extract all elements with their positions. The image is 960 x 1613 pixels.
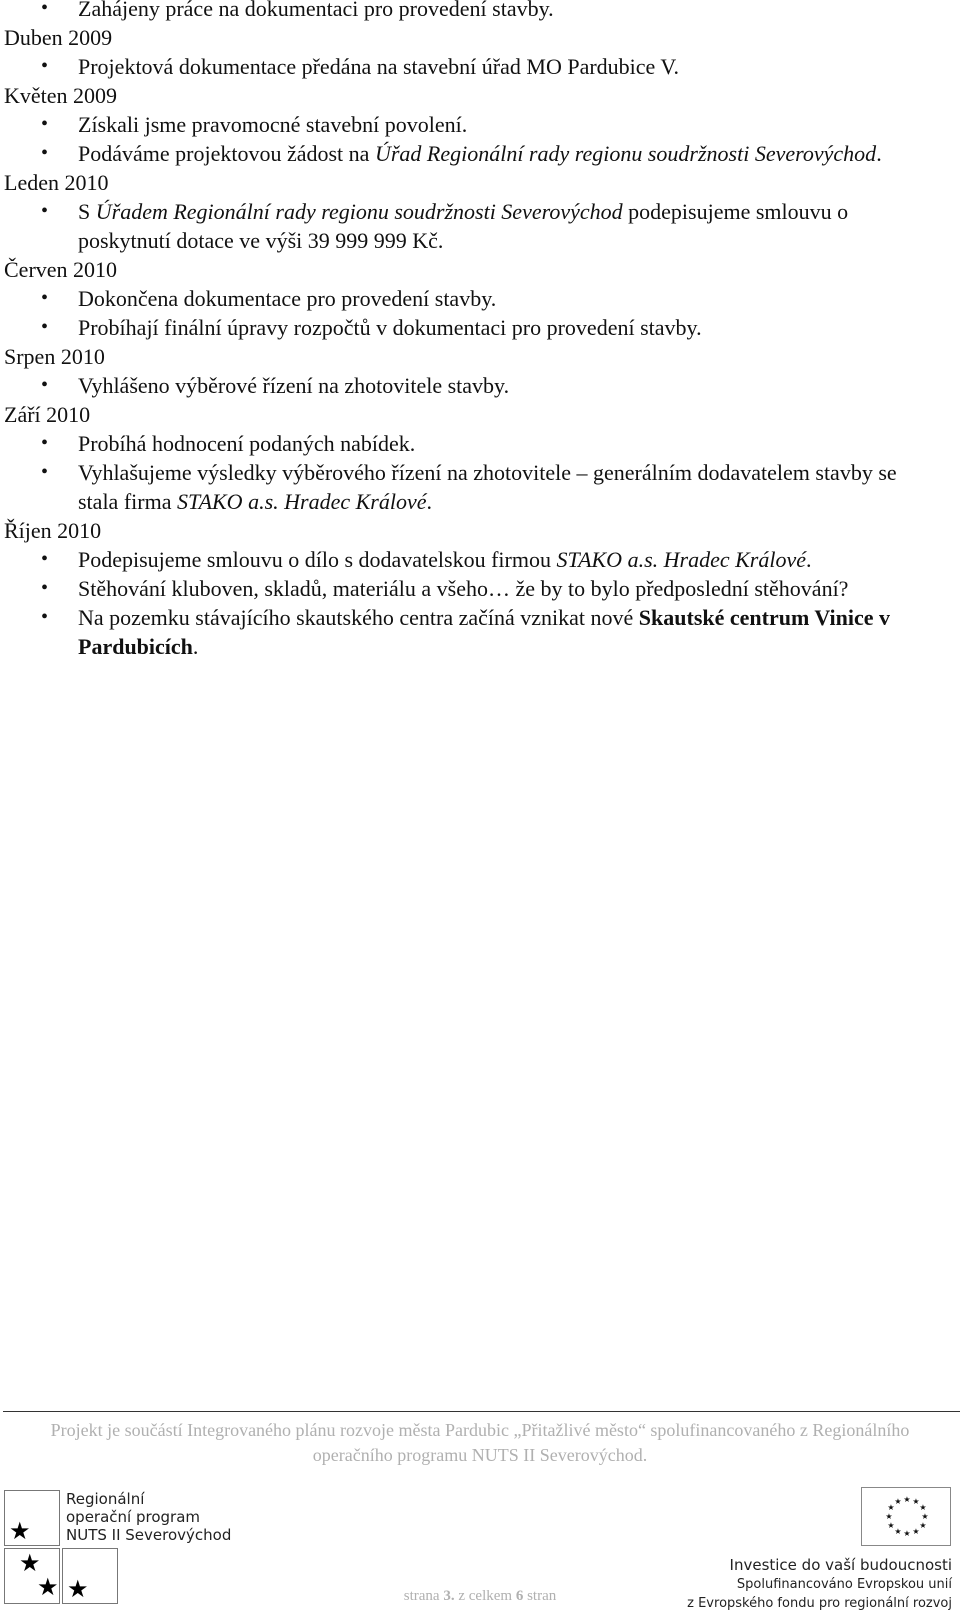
- section-heading: Září 2010: [4, 402, 91, 427]
- eu-flag-logo: [861, 1487, 951, 1546]
- bullet-icon: •: [41, 548, 49, 570]
- svg-text:★: ★: [912, 1527, 920, 1536]
- bullet-icon: •: [41, 432, 49, 454]
- bullet-icon: •: [41, 316, 49, 338]
- bullet-icon: •: [41, 200, 49, 222]
- bullet-icon: •: [41, 461, 49, 483]
- bullet-icon: •: [41, 374, 49, 396]
- svg-text:★: ★: [887, 1521, 895, 1530]
- svg-text:★: ★: [885, 1512, 893, 1521]
- svg-text:★: ★: [894, 1497, 902, 1506]
- svg-text:★: ★: [912, 1497, 920, 1506]
- list-item: • Projektová dokumentace předána na stavební úřad MO Pardubice V.: [41, 54, 679, 79]
- section-list: [4, 284, 954, 342]
- footer-note: Projekt je součástí Integrovaného plánu rozvoje města Pardubic „Přitažlivé město“ spolufinancovaného z Regionálního operačního programu NUTS II Severovýchod.: [50, 1420, 910, 1465]
- rop-logo-text: Regionální operační program NUTS II Severovýchod: [66, 1490, 232, 1544]
- bullet-icon: •: [41, 577, 49, 599]
- bullet-icon: •: [41, 287, 49, 309]
- bullet-icon: •: [41, 0, 49, 19]
- svg-text:★: ★: [903, 1495, 911, 1504]
- bullet-icon: •: [41, 113, 49, 135]
- section-heading: Leden 2010: [4, 170, 109, 195]
- star-icon: ★: [67, 1575, 89, 1603]
- list-item: • Probíhá hodnocení podaných nabídek.: [41, 431, 416, 456]
- rop-logo-square: [4, 1490, 60, 1546]
- page-number: strana 3. z celkem 6 stran: [403, 1588, 557, 1604]
- list-item: • S Úřadem Regionální rady regionu soudržnosti Severovýchod podepisujeme smlouvu o poskytnutí dotace ve výši 39 999 999 Kč.: [41, 199, 849, 253]
- svg-text:★: ★: [919, 1503, 927, 1512]
- list-item: • Získali jsme pravomocné stavební povolení.: [41, 112, 468, 137]
- bullet-icon: •: [41, 55, 49, 77]
- section-list: [4, 110, 954, 168]
- footer-divider: [3, 1411, 960, 1412]
- list-item: • Vyhlášeno výběrové řízení na zhotovitele stavby.: [41, 373, 510, 398]
- section-list: [4, 0, 954, 23]
- section-heading: Srpen 2010: [4, 344, 105, 369]
- star-icon: ★: [37, 1573, 59, 1601]
- svg-text:★: ★: [921, 1512, 929, 1521]
- list-item: • Podáváme projektovou žádost na Úřad Regionální rady regionu soudržnosti Severovýchod.: [41, 141, 882, 166]
- star-icon: ★: [9, 1517, 31, 1545]
- svg-text:★: ★: [894, 1527, 902, 1536]
- section-list: [4, 52, 954, 81]
- section-list: [4, 429, 954, 516]
- eu-stars-icon: [862, 1488, 952, 1547]
- office-name: Úřad Regionální rady regionu soudržnosti Severovýchod: [374, 141, 877, 166]
- list-item: • Probíhají finální úpravy rozpočtů v dokumentaci pro provedení stavby.: [41, 315, 702, 340]
- list-item: • Na pozemku stávajícího skautského centra začíná vznikat nové Skautské centrum Vinice v Pardubicích.: [41, 605, 890, 659]
- section-list: [4, 197, 954, 255]
- svg-text:★: ★: [903, 1529, 911, 1538]
- section-heading: Duben 2009: [4, 25, 113, 50]
- section-heading: Květen 2009: [4, 83, 118, 108]
- company-name: STAKO a.s. Hradec Králové: [176, 489, 427, 514]
- list-item: • Zahájeny práce na dokumentaci pro provedení stavby.: [4, 0, 954, 23]
- section-heading: Červen 2010: [4, 257, 118, 282]
- svg-text:★: ★: [919, 1521, 927, 1530]
- bullet-icon: •: [41, 142, 49, 164]
- section-list: [4, 545, 954, 661]
- section-heading: Říjen 2010: [4, 518, 102, 543]
- svg-text:★: ★: [887, 1503, 895, 1512]
- company-name: STAKO a.s. Hradec Králové: [556, 547, 806, 572]
- section-list: [4, 371, 954, 400]
- list-item: • Podepisujeme smlouvu o dílo s dodavatelskou firmou STAKO a.s. Hradec Králové.: [41, 547, 812, 572]
- star-icon: ★: [19, 1549, 41, 1577]
- centre-name: Skautské centrum Vinice v Pardubicích: [78, 605, 890, 659]
- bullet-icon: •: [41, 606, 49, 628]
- list-item: • Dokončena dokumentace pro provedení stavby.: [41, 286, 497, 311]
- list-item: • Stěhování kluboven, skladů, materiálu a všeho… že by to bylo předposlední stěhování?: [41, 576, 849, 601]
- list-item: • Vyhlašujeme výsledky výběrového řízení na zhotovitele – generálním dodavatelem stavby se stala firma STAKO a.s. Hradec Králové.: [41, 460, 897, 514]
- eu-logo-text: Investice do vaší budoucnosti Spolufinancováno Evropskou unií z Evropského fondu pro regionální rozvoj: [687, 1556, 952, 1611]
- office-name: Úřadem Regionální rady regionu soudržnosti Severovýchod: [95, 199, 623, 224]
- document-body: [4, 0, 954, 661]
